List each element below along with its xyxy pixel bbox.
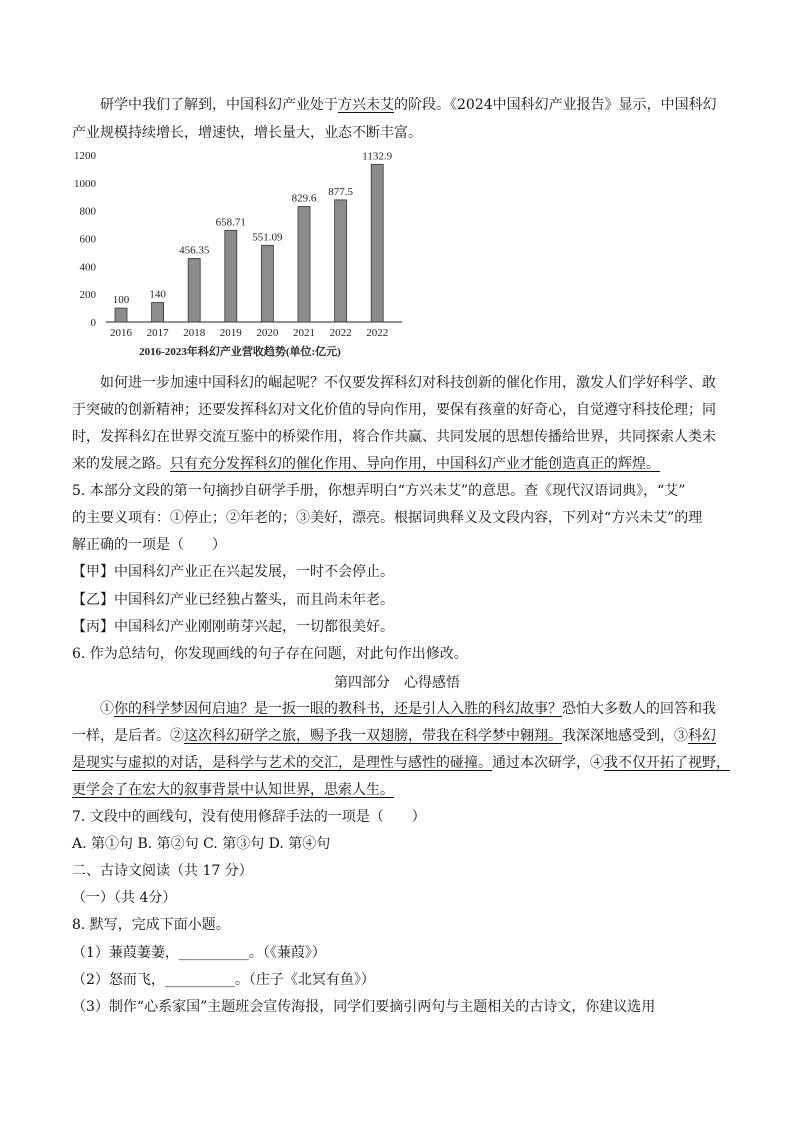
q5-line-2: 的主要义项有：①停止；②年老的；③美好，漂亮。根据词典释义及文段内容，下列对“方兴未艾”的理: [72, 510, 703, 526]
y-tick-label: 200: [79, 289, 96, 302]
para3-text-2a: 一样，是后者。②: [72, 728, 184, 744]
para2-line-2: 于突破的创新精神；还要发挥科幻对文化价值的导向作用，要保有孩童的好奇心，自觉遵守科技伦理；同: [72, 402, 716, 418]
q5-line-1: 5. 本部分文段的第一句摘抄自研学手册，你想弄明白“方兴未艾”的意思。查《现代汉语词典》，“艾”: [72, 483, 686, 499]
bar: [115, 308, 127, 322]
q6-text: 6. 作为总结句，你发现画线的句子存在问题，对此句作出修改。: [72, 646, 468, 662]
para3-marker-1: ①: [100, 701, 114, 717]
data-label: 1132.9: [362, 150, 393, 163]
x-tick-label: 2020: [256, 327, 279, 339]
x-tick-label: 2021: [293, 327, 315, 339]
q7-options: A. 第①句 B. 第②句 C. 第③句 D. 第④句: [72, 836, 331, 852]
x-tick-label: 2017: [146, 327, 169, 339]
x-axis-ticks: [110, 327, 388, 339]
data-label: 100: [112, 294, 130, 307]
intro-text-b: 的阶段。《2024中国科幻产业报告》显示，中国科幻: [394, 97, 717, 113]
y-tick-label: 400: [79, 261, 96, 274]
x-tick-label: 2016: [110, 327, 132, 339]
intro-line-2: 产业规模持续增长，增速快，增长量大，业态不断丰富。: [72, 125, 422, 141]
part2-title: 二、古诗文阅读（共 17 分）: [72, 863, 253, 879]
intro-underlined-term: 方兴未艾: [338, 97, 394, 113]
revenue-bar-chart: [0, 148, 794, 368]
para3-underlined-4b: 更学会了在宏大的叙事背景中认知世界，思索人生。: [72, 782, 394, 798]
data-label: 456.35: [179, 244, 210, 257]
bar: [188, 258, 200, 322]
y-tick-label: 800: [79, 205, 96, 218]
bar: [371, 164, 383, 322]
q5-option-jia: 【甲】中国科幻产业正在兴起发展，一时不会停止。: [72, 564, 394, 580]
x-tick-label: 2022: [329, 327, 352, 339]
y-tick-label: 0: [90, 317, 96, 329]
bar: [152, 303, 164, 322]
para2-line-3: 时，发挥科幻在世界交流互鉴中的桥梁作用，将合作共赢、共同发展的思想传播给世界，共同探索人类未: [72, 429, 716, 445]
para3-underlined-4a: 我不仅开拓了视野，: [604, 755, 730, 771]
para2-text: 来的发展之路。: [72, 456, 170, 472]
para3-line-3: [72, 754, 730, 772]
section4-title: 第四部分 心得感悟: [334, 675, 460, 691]
para3-line-1: [100, 700, 716, 718]
para3-text-2b: 我深深地感受到，③: [562, 728, 688, 744]
q8-item-2: （2）怒而飞，__________。（庄子《北冥有鱼》）: [72, 972, 375, 988]
bar: [298, 207, 310, 322]
chart-caption: 2016-2023年科幻产业营收趋势(单位:亿元): [139, 346, 341, 358]
para3-line-4: [72, 781, 394, 799]
data-labels: [113, 150, 393, 306]
para2-line-4: [72, 455, 660, 473]
bar: [225, 230, 237, 322]
para3-underlined-3a: 科幻: [688, 728, 716, 744]
y-axis-ticks: [74, 150, 97, 329]
para2-underlined-sentence: 只有充分发挥科幻的催化作用、导向作用，中国科幻产业才能创造真正的辉煌。: [170, 456, 660, 472]
data-label: 658.71: [215, 216, 246, 229]
y-tick-label: 600: [79, 233, 96, 246]
para3-line-2: [72, 727, 716, 745]
para3-underlined-1: 你的科学梦因何启迪？是一扳一眼的教科书，还是引人入胜的科幻故事？: [114, 701, 562, 717]
q8-text: 8. 默写，完成下面小题。: [72, 917, 230, 933]
x-tick-label: 2022: [366, 327, 389, 339]
data-label: 829.6: [291, 192, 317, 205]
q8-item-3: （3）制作“心系家国”主题班会宣传海报，同学们要摘引两句与主题相关的古诗文，你建议选用: [72, 999, 656, 1015]
para3-text-1: 恐怕大多数人的回答和我: [562, 701, 716, 717]
para2-line-1: 如何进一步加速中国科幻的崛起呢？不仅要发挥科幻对科技创新的催化作用，激发人们学好科学、敢: [100, 375, 716, 391]
q5-line-3: 解正确的一项是（ ）: [72, 537, 226, 553]
data-label: 140: [149, 288, 166, 301]
q8-item-1: （1）蒹葭萋萋，__________。（《蒹葭》）: [72, 945, 326, 961]
x-tick-label: 2018: [183, 327, 206, 339]
para3-underlined-3b: 是现实与虚拟的对话，是科学与艺术的交汇，是理性与感性的碰撞。: [72, 755, 492, 771]
x-tick-label: 2019: [219, 327, 242, 339]
q5-option-yi: 【乙】中国科幻产业已经独占鳌头，而且尚未年老。: [72, 592, 394, 608]
part2-subtitle: （一）（共 4分）: [72, 890, 177, 906]
q7-text: 7. 文段中的画线句，没有使用修辞手法的一项是（ ）: [72, 809, 426, 825]
bar: [261, 245, 273, 322]
intro-text-a: 研学中我们了解到，中国科幻产业处于: [100, 97, 338, 113]
bar: [335, 200, 347, 322]
para3-text-3: 通过本次研学，④: [492, 755, 604, 771]
y-tick-label: 1200: [74, 150, 96, 162]
q5-option-bing: 【丙】中国科幻产业刚刚萌芽兴起，一切都很美好。: [72, 619, 394, 635]
y-tick-label: 1000: [74, 177, 96, 190]
data-label: 551.09: [252, 231, 283, 244]
data-label: 877.5: [328, 185, 353, 198]
intro-line-1: [100, 96, 717, 114]
para3-underlined-2: 这次科幻研学之旅，赐予我一双翅膀，带我在科学梦中翱翔。: [184, 728, 562, 744]
